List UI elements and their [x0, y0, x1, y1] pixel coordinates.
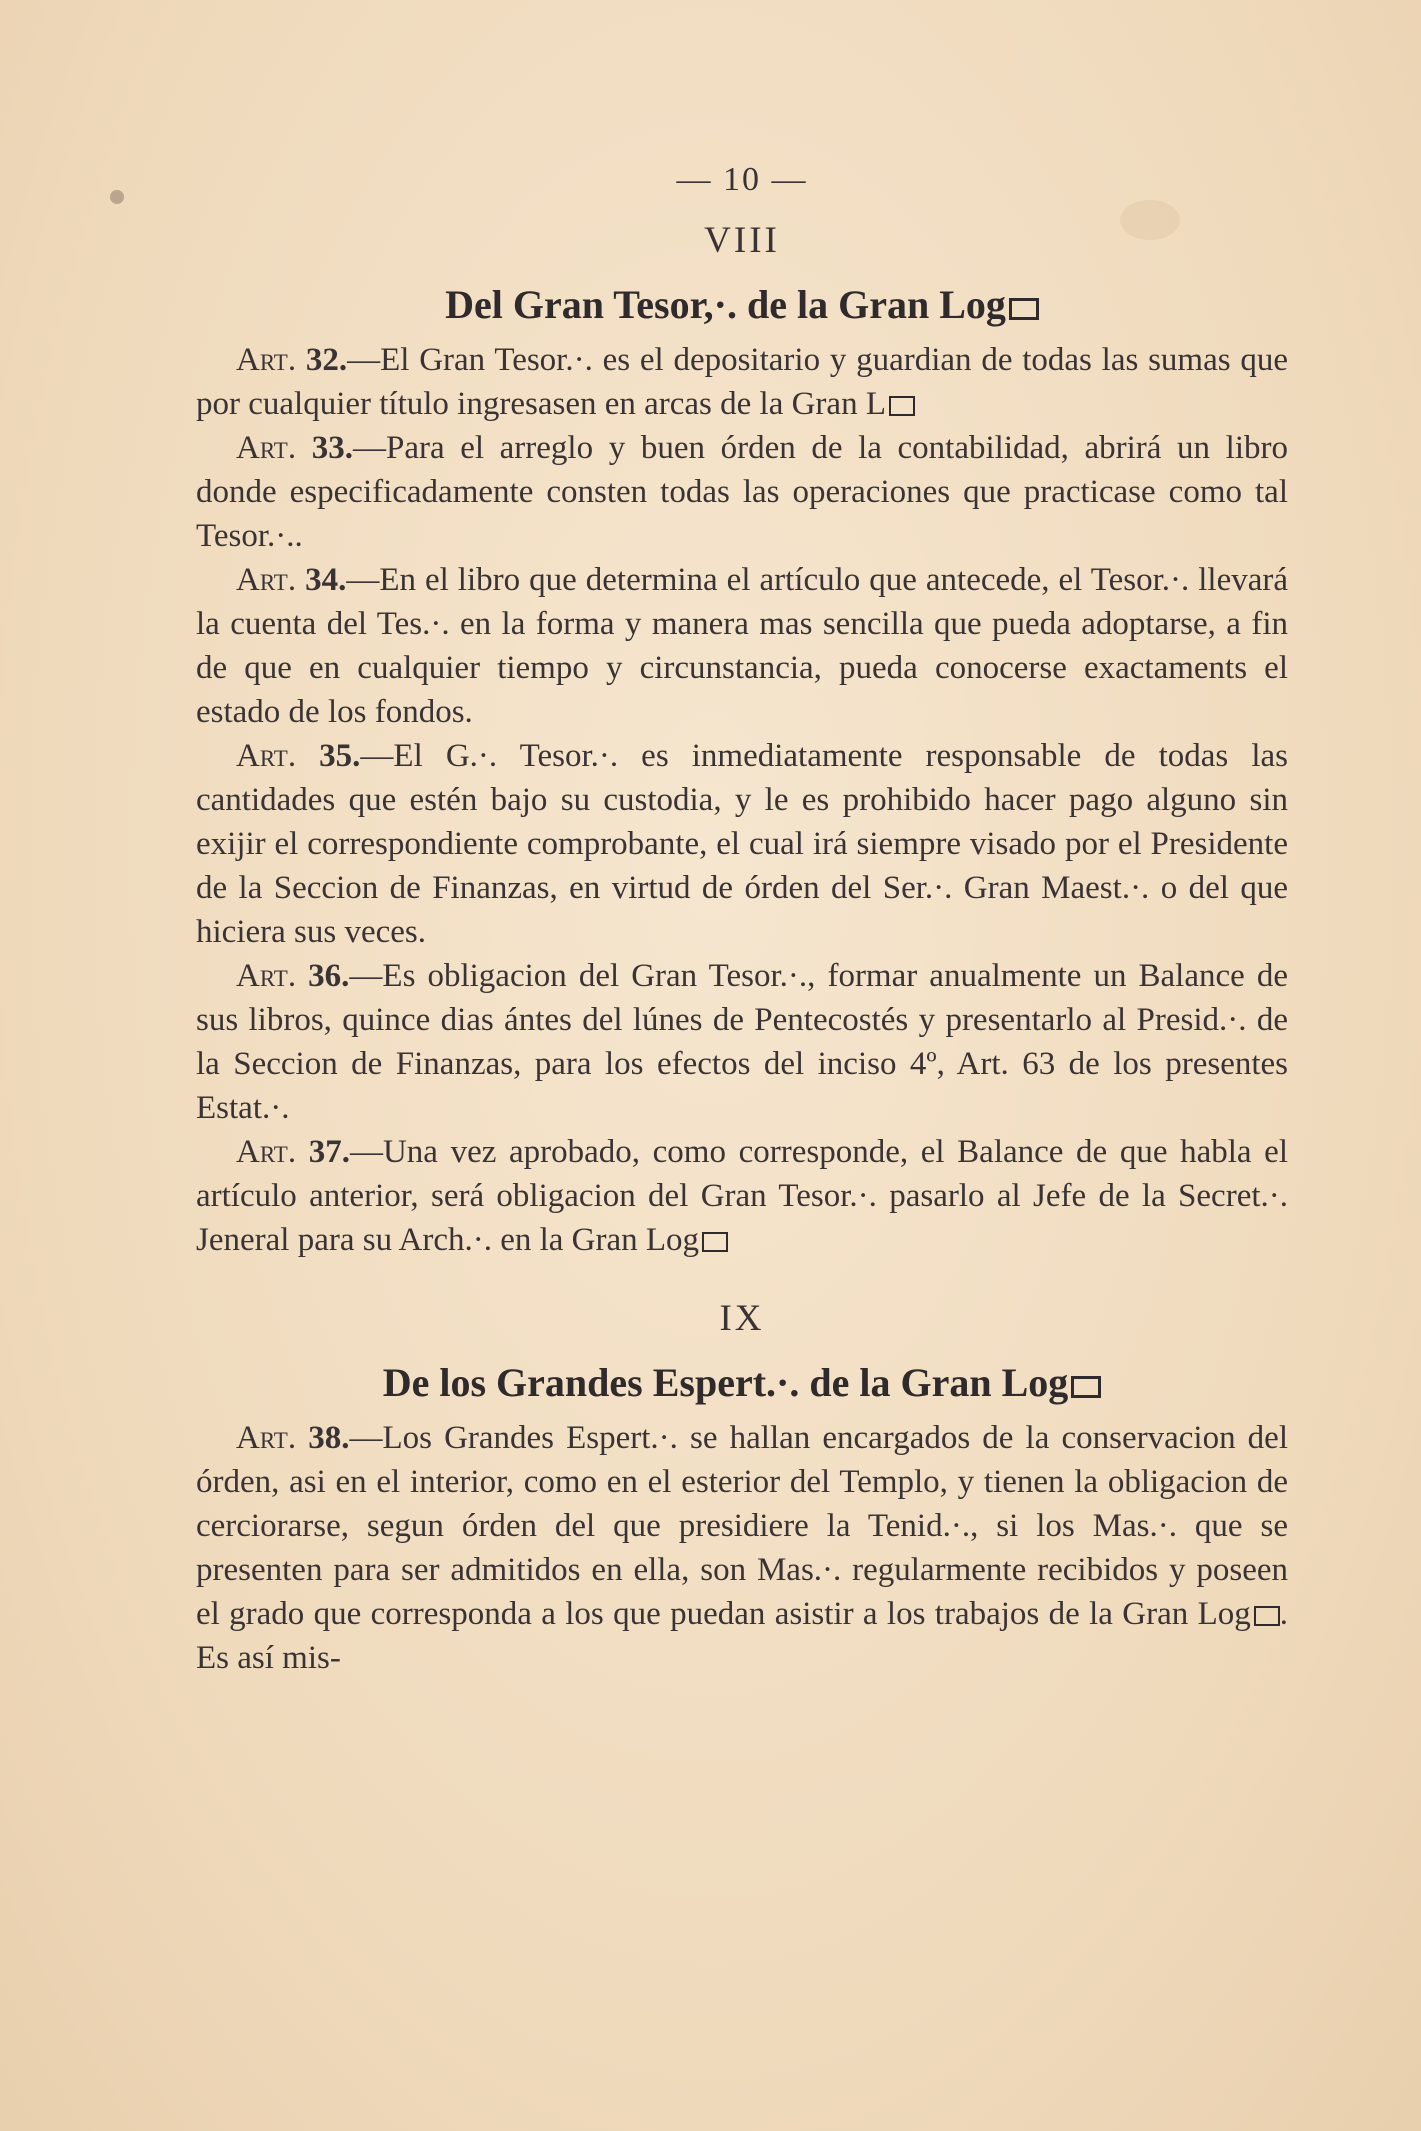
- article-number: 32.: [305, 342, 348, 378]
- article-text: —El G.·. Tesor.·. es inmediatamente responsable de todas las cantidades que estén bajo su custodia, y le es prohibido hacer pago alguno sin exijir el correspondiente comprobante, el cual irá siempre visado por el Presidente de la Seccion de Finanzas, en virtud de órden del Ser.·. Gran Maest.·. o del que hiciera sus veces.: [196, 738, 1288, 950]
- article-32: [196, 338, 1288, 426]
- article-label: Art.: [236, 342, 297, 378]
- article-label: Art.: [236, 562, 297, 598]
- article-label: Art.: [236, 1420, 297, 1456]
- article-label: Art.: [236, 958, 297, 994]
- article-34: [196, 558, 1288, 734]
- section-title: De los Grandes Espert.·. de la Gran Log: [196, 1350, 1288, 1416]
- paper-stain: [110, 190, 124, 204]
- article-text: —Una vez aprobado, como corresponde, el Balance de que habla el artículo anterior, será obligacion del Gran Tesor.·. pasarlo al Jefe de la Secret.·. Jeneral para su Arch.·. en la Gran Log: [196, 1134, 1288, 1258]
- article-label: Art.: [236, 738, 297, 774]
- section-numeral: VIII: [704, 220, 780, 261]
- article-37: [196, 1130, 1288, 1262]
- lodge-square-icon: [1009, 298, 1039, 320]
- page-number: — 10 —: [676, 161, 808, 198]
- article-text: —Los Grandes Espert.·. se hallan encargados de la conservacion del órden, asi en el interior, como en el esterior del Templo, y tienen la obligacion de cerciorarse, segun órden del que presidiere la Tenid.·., si los Mas.·. que se presenten para ser admitidos en ella, son Mas.·. regularmente recibidos y poseen el grado que corresponda a los que puedan asistir a los trabajos de la Gran Log: [196, 1420, 1288, 1632]
- article-text: —Para el arreglo y buen órden de la contabilidad, abrirá un libro donde especificadamente consten todas las operaciones que practicase como tal Tesor.·..: [196, 430, 1288, 554]
- article-number: 34.: [305, 562, 347, 598]
- article-text: —En el libro que determina el artículo que antecede, el Tesor.·. llevará la cuenta del Tes.·. en la forma y manera mas sencilla que pueda adoptarse, a fin de que en cualquier tiempo y circunstancia, pueda conocerse exactaments el estado de los fondos.: [196, 562, 1289, 730]
- article-label: Art.: [236, 1134, 297, 1170]
- article-33: [196, 426, 1288, 558]
- article-number: 35.: [319, 738, 361, 774]
- lodge-square-icon: [702, 1232, 728, 1252]
- article-text: —Es obligacion del Gran Tesor.·., formar anualmente un Balance de sus libros, quince dias ántes del lúnes de Pentecostés y presentarlo al Presid.·. de la Seccion de Finanzas, para los efectos del inciso 4º, Art. 63 de los presentes Estat.·.: [196, 958, 1288, 1126]
- article-text: —El Gran Tesor.·. es el depositario y guardian de todas las sumas que por cualquier título ingresasen en arcas de la Gran L: [196, 342, 1288, 422]
- article-number: 33.: [311, 430, 353, 466]
- section-viii: [196, 210, 1288, 1262]
- continuation-text: . Es así mis-: [196, 1596, 1288, 1676]
- article-number: 37.: [308, 1134, 350, 1170]
- article-38: [196, 1416, 1288, 1680]
- section-title: Del Gran Tesor,·. de la Gran Log: [196, 272, 1288, 338]
- lodge-square-icon: [1254, 1606, 1280, 1626]
- section-ix: [196, 1288, 1288, 1680]
- article-number: 38.: [308, 1420, 350, 1456]
- document-page: [196, 150, 1288, 1680]
- article-label: Art.: [236, 430, 297, 466]
- article-number: 36.: [308, 958, 350, 994]
- article-36: [196, 954, 1288, 1130]
- section-numeral: IX: [719, 1298, 765, 1339]
- section-spacer: [196, 1262, 1288, 1288]
- lodge-square-icon: [1071, 1376, 1101, 1398]
- lodge-square-icon: [889, 396, 915, 416]
- article-35: [196, 734, 1288, 954]
